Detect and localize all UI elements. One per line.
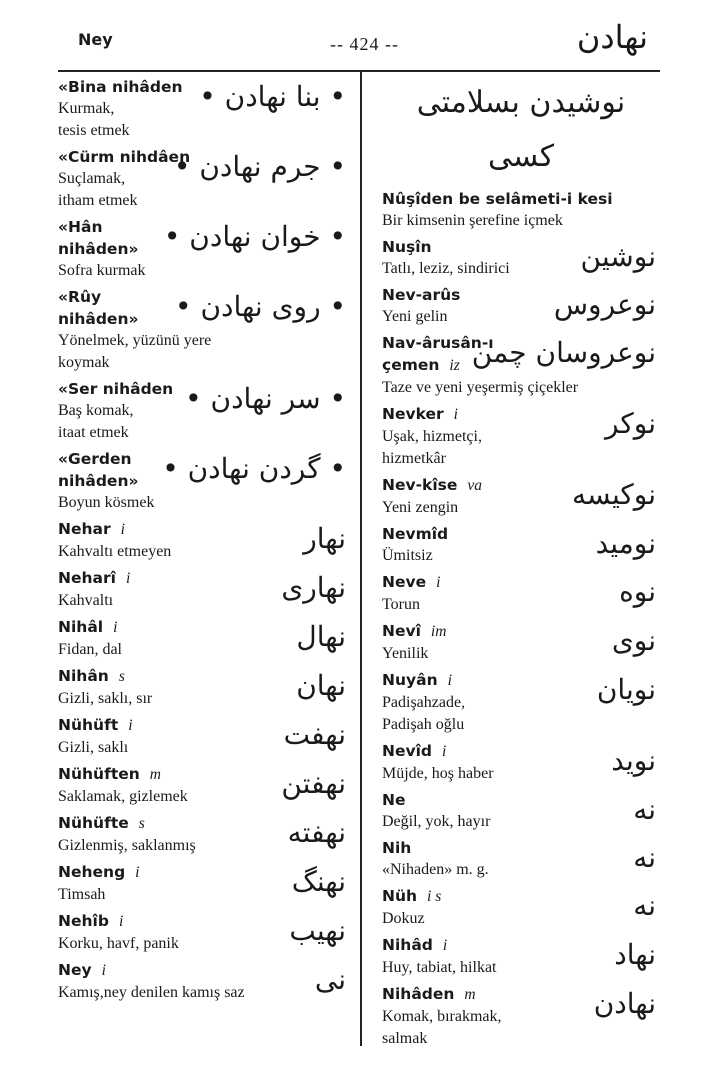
dictionary-entry <box>382 403 660 470</box>
definition-line: Bir kimsenin şerefine içmek <box>382 212 563 229</box>
definition-line: Uşak, hizmetçi, <box>382 428 482 445</box>
dictionary-entry <box>382 76 660 184</box>
definition-line: Padişah oğlu <box>382 716 465 733</box>
headword <box>382 789 660 811</box>
grammar-abbreviation: i <box>447 672 452 689</box>
arabic-script-word: نوی <box>611 624 656 657</box>
headword <box>382 885 660 908</box>
definition-line: Değil, yok, hayır <box>382 813 491 830</box>
arabic-script-word: نهفته <box>287 816 346 849</box>
dictionary-entry <box>58 763 350 808</box>
arabic-headline: نوشیدن بسلامتی کسی <box>416 85 626 174</box>
running-head: Ney <box>78 30 113 49</box>
definition-line: Huy, tabiat, hilkat <box>382 959 497 976</box>
arabic-script-word: نهنگ <box>291 865 346 898</box>
headword-text: Nav-ârusân-ı <box>382 334 494 352</box>
dictionary-entry <box>58 146 350 212</box>
dictionary-entry <box>382 236 660 280</box>
grammar-abbreviation: i <box>436 574 441 591</box>
headword-text: «Rûy <box>58 288 102 306</box>
arabic-script-word: • جرم نهادن • <box>173 150 346 183</box>
headword-text: nihâden» <box>58 472 139 490</box>
definition-line: Ümitsiz <box>382 547 433 564</box>
definition-line: hizmetkâr <box>382 450 446 467</box>
arabic-script-word: نوعروسان چمن <box>471 336 656 369</box>
header-rule <box>58 70 660 72</box>
dictionary-entry <box>58 665 350 710</box>
headword-text: Nühüfte <box>58 814 129 832</box>
definition-line: Kamış,ney denilen kamış saz <box>58 984 245 1001</box>
headword-text: «Bina nihâden <box>58 78 183 96</box>
headword-text: Ney <box>58 961 92 979</box>
dictionary-entry <box>58 959 350 1004</box>
headword <box>58 959 350 982</box>
dictionary-entry <box>382 523 660 567</box>
arabic-script-word: نوه <box>619 575 656 608</box>
definition-line: Kurmak, <box>58 100 115 117</box>
arabic-script-word: نهان <box>296 669 346 702</box>
definition-line: Korku, havf, panik <box>58 935 179 952</box>
definition-line: Yeni gelin <box>382 308 448 325</box>
arabic-script-word: نوکیسه <box>571 478 656 511</box>
definition-line: koymak <box>58 354 110 371</box>
definition-line: Kahvaltı etmeyen <box>58 543 172 560</box>
grammar-abbreviation: m <box>464 986 476 1003</box>
headword-text: Nuşîn <box>382 238 432 256</box>
arabic-script-word: نی <box>314 963 346 996</box>
arabic-running-head: نهادن <box>576 18 648 56</box>
arabic-script-word: نهفتن <box>281 767 346 800</box>
dictionary-entry <box>58 567 350 612</box>
dictionary-entry <box>58 910 350 955</box>
headword-text: Nevmîd <box>382 525 449 543</box>
arabic-script-word: نهاری <box>281 571 346 604</box>
arabic-script-word: نه <box>633 889 656 922</box>
definition-line: Gizli, saklı, sır <box>58 690 153 707</box>
dictionary-entry <box>58 861 350 906</box>
left-column <box>58 76 350 1008</box>
arabic-script-word: نومید <box>595 527 656 560</box>
grammar-abbreviation: i <box>453 406 458 423</box>
headword-text: «Cürm nihdâen <box>58 148 191 166</box>
arabic-script-word: • بنا نهادن • <box>199 80 346 113</box>
arabic-script-word: نه <box>633 841 656 874</box>
dictionary-entry <box>382 284 660 328</box>
arabic-script-word: نه <box>633 793 656 826</box>
headword-text: Neharî <box>58 569 116 587</box>
arabic-script-word: نوکر <box>604 407 656 440</box>
grammar-abbreviation: i <box>442 937 448 954</box>
dictionary-entry <box>382 620 660 665</box>
headword-text: Nevker <box>382 405 444 423</box>
headword-text: nihâden» <box>58 310 139 328</box>
arabic-script-word: نهادن <box>593 987 656 1020</box>
dictionary-entry <box>58 286 350 374</box>
page-number: -- 424 -- <box>330 34 399 54</box>
arabic-script-word: • خوان نهادن • <box>163 220 346 253</box>
definition-line: Müjde, hoş haber <box>382 765 494 782</box>
column-divider <box>360 72 362 1046</box>
arabic-script-word: نهاد <box>614 938 656 971</box>
arabic-script-word: • روی نهادن • <box>175 290 346 323</box>
grammar-abbreviation: s <box>118 668 125 685</box>
arabic-script-word: • سر نهادن • <box>185 382 346 415</box>
dictionary-entry <box>58 812 350 857</box>
definition-line: Sofra kurmak <box>58 262 146 279</box>
definition-line: Torun <box>382 596 420 613</box>
headword-text: Nuyân <box>382 671 438 689</box>
headword-text: Nûşîden be selâmeti-i kesi <box>382 190 613 208</box>
dictionary-entry <box>58 518 350 563</box>
definition-line: itham etmek <box>58 192 138 209</box>
headword-text: Nühüften <box>58 765 140 783</box>
dictionary-entry <box>382 188 660 232</box>
grammar-abbreviation: i s <box>427 888 442 905</box>
definition-line: Yenilik <box>382 645 429 662</box>
dictionary-entry <box>58 378 350 444</box>
headword <box>382 837 660 859</box>
headword-text: Nüh <box>382 887 418 905</box>
definition-line: Suçlamak, <box>58 170 126 187</box>
arabic-script-word: نهار <box>303 522 346 555</box>
grammar-abbreviation: i <box>135 864 140 881</box>
arabic-script-word: نوشین <box>580 240 656 273</box>
grammar-abbreviation: i <box>120 521 125 538</box>
definition-line: Kahvaltı <box>58 592 114 609</box>
headword-text: Nihâl <box>58 618 104 636</box>
headword-text: Nihân <box>58 667 109 685</box>
headword-text: Nev-arûs <box>382 286 461 304</box>
definition-line: Yönelmek, yüzünü yere <box>58 332 212 349</box>
arabic-script-word: نهیب <box>289 914 346 947</box>
grammar-abbreviation: i <box>118 913 124 930</box>
headword-text: Nihâd <box>382 936 433 954</box>
headword-text: Nühüft <box>58 716 119 734</box>
headword-text: Neheng <box>58 863 126 881</box>
arabic-script-word: نهال <box>296 620 346 653</box>
dictionary-entry <box>382 669 660 736</box>
headword <box>382 188 660 210</box>
definition-line: Padişahzade, <box>382 694 466 711</box>
headword-text: «Gerden <box>58 450 132 468</box>
dictionary-entry <box>382 740 660 785</box>
definition-line: Timsah <box>58 886 106 903</box>
definition-line: Baş komak, <box>58 402 134 419</box>
dictionary-entry <box>58 448 350 514</box>
dictionary-entry <box>58 714 350 759</box>
grammar-abbreviation: i <box>113 619 118 636</box>
headword-text: «Ser nihâden <box>58 380 174 398</box>
grammar-abbreviation: i <box>101 962 106 979</box>
grammar-abbreviation: im <box>430 623 447 640</box>
grammar-abbreviation: i <box>442 743 447 760</box>
definition-line: Fidan, dal <box>58 641 122 658</box>
right-column <box>382 76 660 1054</box>
headword-text: Neve <box>382 573 427 591</box>
headword-text: Nev-kîse <box>382 476 458 494</box>
definition-line: «Nihaden» m. g. <box>382 861 489 878</box>
definition-line: Dokuz <box>382 910 425 927</box>
definition-line: Tatlı, leziz, sindirici <box>382 260 510 277</box>
headword-text: Nehar <box>58 520 111 538</box>
definition-line: Taze ve yeni yeşermiş çiçekler <box>382 379 579 396</box>
dictionary-entry <box>382 789 660 833</box>
definition-line: Yeni zengin <box>382 499 459 516</box>
grammar-abbreviation: m <box>149 766 161 783</box>
headword-text: Ne <box>382 791 406 809</box>
definition-line: itaat etmek <box>58 424 129 441</box>
dictionary-entry <box>382 332 660 399</box>
headword-text: Nevî <box>382 622 421 640</box>
definition-line: Boyun kösmek <box>58 494 155 511</box>
grammar-abbreviation: s <box>138 815 145 832</box>
arabic-script-word: نهفت <box>283 718 346 751</box>
dictionary-entry <box>382 934 660 979</box>
headword-text: «Hân <box>58 218 103 236</box>
arabic-script-word: نوید <box>611 744 656 777</box>
dictionary-entry <box>382 885 660 930</box>
definition-line: Gizli, saklı <box>58 739 129 756</box>
dictionary-entry <box>382 837 660 881</box>
dictionary-entry <box>382 474 660 519</box>
grammar-abbreviation: va <box>467 477 483 494</box>
headword-text: Nevîd <box>382 742 432 760</box>
headword-text: Nihâden <box>382 985 455 1003</box>
grammar-abbreviation: iz <box>449 357 460 374</box>
definition-line: tesis etmek <box>58 122 130 139</box>
dictionary-entry <box>382 571 660 616</box>
headword-text: Nehîb <box>58 912 109 930</box>
headword-text: Nih <box>382 839 412 857</box>
arabic-script-word: نوعروس <box>553 288 656 321</box>
grammar-abbreviation: i <box>125 570 131 587</box>
definition-line: salmak <box>382 1030 428 1047</box>
dictionary-entry <box>58 76 350 142</box>
definition-line: Saklamak, gizlemek <box>58 788 188 805</box>
dictionary-entry <box>382 983 660 1050</box>
headword-text: çemen <box>382 356 440 374</box>
arabic-script-word: • گردن نهادن • <box>162 452 346 485</box>
definition-line: Komak, bırakmak, <box>382 1008 502 1025</box>
arabic-script-word: نویان <box>596 673 656 706</box>
definition-line: Gizlenmiş, saklanmış <box>58 837 196 854</box>
dictionary-entry <box>58 216 350 282</box>
dictionary-entry <box>58 616 350 661</box>
headword-text: nihâden» <box>58 240 139 258</box>
grammar-abbreviation: i <box>128 717 133 734</box>
